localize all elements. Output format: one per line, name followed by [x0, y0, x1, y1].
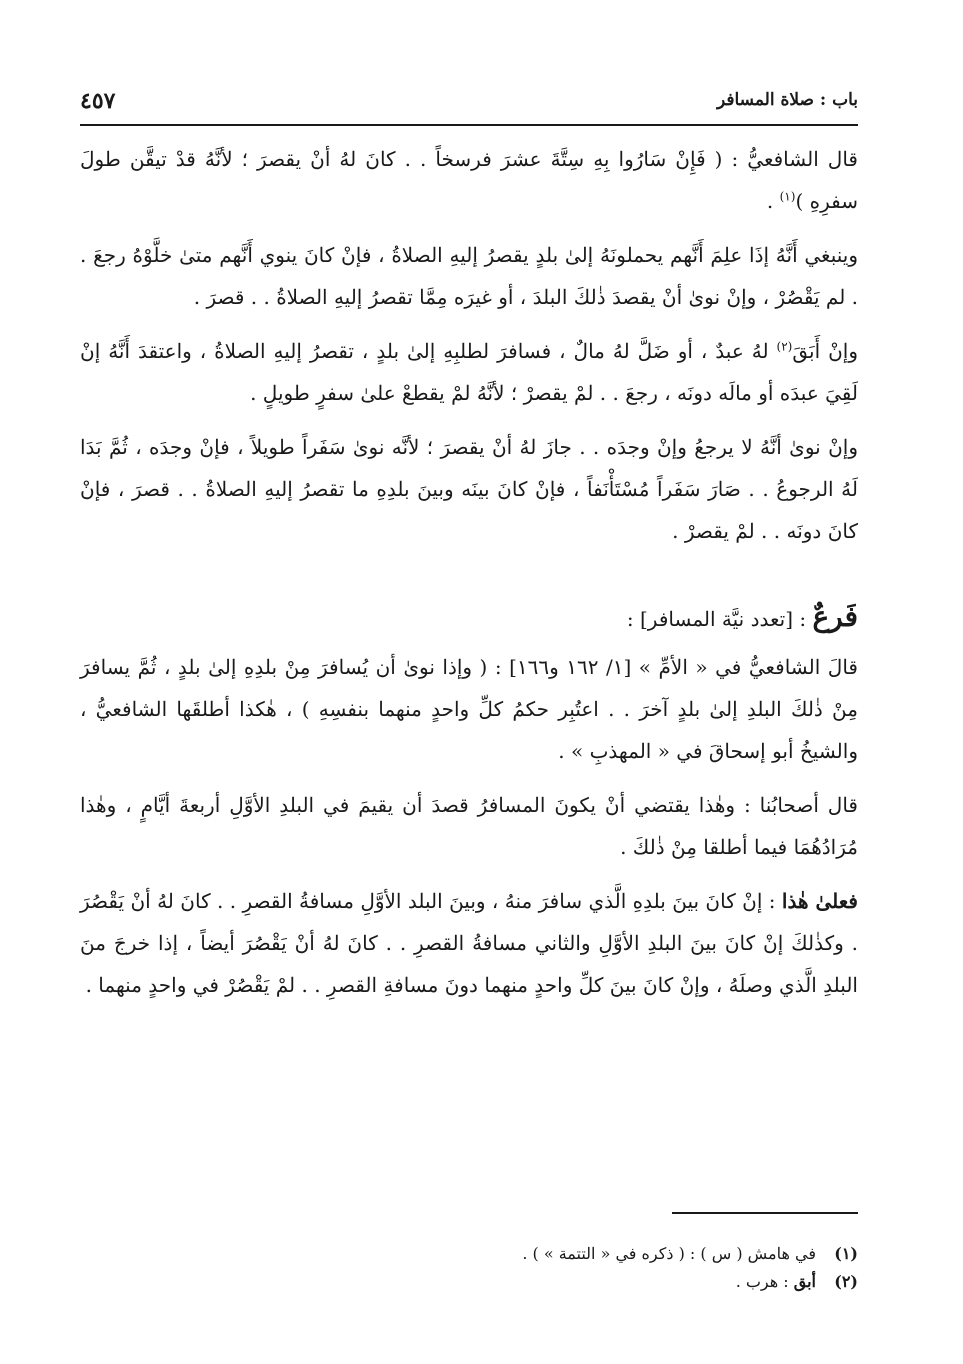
footnotes — [80, 1240, 858, 1296]
chapter-title: باب : صلاة المسافر — [716, 90, 858, 110]
paragraph-4 — [80, 426, 858, 552]
footnote-2-number: (٢) — [834, 1272, 858, 1291]
paragraph-4-text: وإنْ نوىٰ أنَّهُ لا يرجعُ وإنْ وجدَه . . جازَ لهُ أنْ يقصرَ ؛ لأنَّه نوىٰ سَفَراً طويلاً ، فإنْ وجدَه ، ثُمَّ بَدَا لَهُ الرجوعُ . . صَارَ سَفَراً مُسْتَأْنَفاً ، فإنْ كانَ بينَه وبينَ بلدِهِ ما تقصرُ إليهِ الصلاةُ . . قصرَ ، فإنْ كانَ دونَه . . لمْ يقصرْ . — [80, 435, 858, 543]
footnote-2-term: أبق — [793, 1272, 816, 1291]
paragraph-3-text: لهُ عبدٌ ، أو ضَلَّ لهُ مالٌ ، فسافرَ لطلبِهِ إلىٰ بلدٍ ، تقصرُ إليهِ الصلاةُ ، واعتقدَ أَنَّهُ إنْ لَقِيَ عبدَه أو مالَه دونَه ، رجعَ . . لمْ يقصرْ ؛ لأنَّهُ لمْ يقطعْ علىٰ سفرٍ طويلٍ . — [80, 339, 858, 405]
footnote-2 — [80, 1268, 858, 1296]
paragraph-7-lead: فعلىٰ هٰذا — [781, 889, 858, 913]
footnote-marker-1: (١) — [779, 189, 796, 204]
paragraph-5 — [80, 646, 858, 772]
paragraph-7 — [80, 880, 858, 1006]
paragraph-1-tail: . — [766, 189, 780, 213]
page-header — [80, 84, 858, 126]
footnote-1-text: في هامش ( س ) : ( ذكره في « التتمة » ) . — [522, 1244, 816, 1263]
footnote-1-number: (١) — [834, 1244, 858, 1263]
main-text — [80, 138, 858, 1018]
section-heading-label: فَرعٌ — [812, 600, 858, 633]
paragraph-6 — [80, 784, 858, 868]
paragraph-6-text: قال أصحابُنا : وهٰذا يقتضي أنْ يكونَ المسافرُ قصدَ أن يقيمَ في البلدِ الأوَّلِ أربعةَ أيَّامٍ ، وهٰذا مُرَادُهُمَا فيما أطلقا مِنْ ذٰلكَ . — [80, 793, 858, 859]
paragraph-2 — [80, 234, 858, 318]
paragraph-3-lead: وإنْ أَبَقَ — [792, 339, 859, 363]
paragraph-5-text: قالَ الشافعيُّ في « الأمِّ » [١/ ١٦٢ و١٦٦] : ( وإذا نوىٰ أن يُسافرَ مِنْ بلدِهِ إلىٰ بلدٍ ، ثُمَّ يسافرَ مِنْ ذٰلكَ البلدِ إلىٰ بلدٍ آخرَ . . اعتُبِر حكمُ كلِّ واحدٍ منهما بنفسِهِ ) ، هٰكذا أطلقَها الشافعيُّ ، والشيخُ أبو إسحاقَ في « المهذبِ » . — [80, 655, 858, 763]
footnote-marker-2: (٢) — [776, 339, 793, 354]
section-heading — [80, 596, 858, 640]
footnote-divider — [672, 1212, 858, 1214]
paragraph-3 — [80, 330, 858, 414]
section-heading-text: : [تعدد نيَّة المسافر] : — [626, 607, 813, 631]
footnote-2-text: : هرب . — [735, 1272, 794, 1291]
paragraph-1 — [80, 138, 858, 222]
paragraph-1-text: قال الشافعيُّ : ( فَإِنْ سَارُوا بِهِ سِتَّةَ عشرَ فرسخاً . . كانَ لهُ أنْ يقصرَ ؛ لأنَّهُ قدْ تيقَّن طولَ سفرِهِ ) — [80, 147, 858, 213]
page-number: ٤٥٧ — [80, 88, 116, 114]
footnote-1 — [80, 1240, 858, 1268]
paragraph-7-text: : إنْ كانَ بينَ بلدِهِ الَّذي سافرَ منهُ ، وبينَ البلد الأوَّلِ مسافةُ القصرِ . . كانَ لهُ أنْ يَقْصُرَ . وكذٰلكَ إنْ كانَ بينَ البلدِ الأوَّلِ والثاني مسافةُ القصرِ . . كانَ لهُ أنْ يَقْصُرَ أيضاً ، إذا خرجَ منَ البلدِ الَّذي وصلَهُ ، وإنْ كانَ بينَ كلِّ واحدٍ منهما دونَ مسافةِ القصرِ . . لمْ يَقْصُرْ في واحدٍ منهما . — [80, 889, 858, 997]
paragraph-2-text: وينبغي أَنَّهُ إذَا علِمَ أَنَّهم يحملونَهُ إلىٰ بلدٍ يقصرُ إليهِ الصلاةُ ، فإنْ كانَ ينوي أَنَّهم متىٰ خلَّوْهُ رجعَ . . لم يَقْصُرْ ، وإنْ نوىٰ أنْ يقصدَ ذٰلكَ البلدَ ، أو غيرَه مِمَّا تقصرُ إليهِ الصلاةُ . . قصرَ . — [80, 243, 858, 309]
